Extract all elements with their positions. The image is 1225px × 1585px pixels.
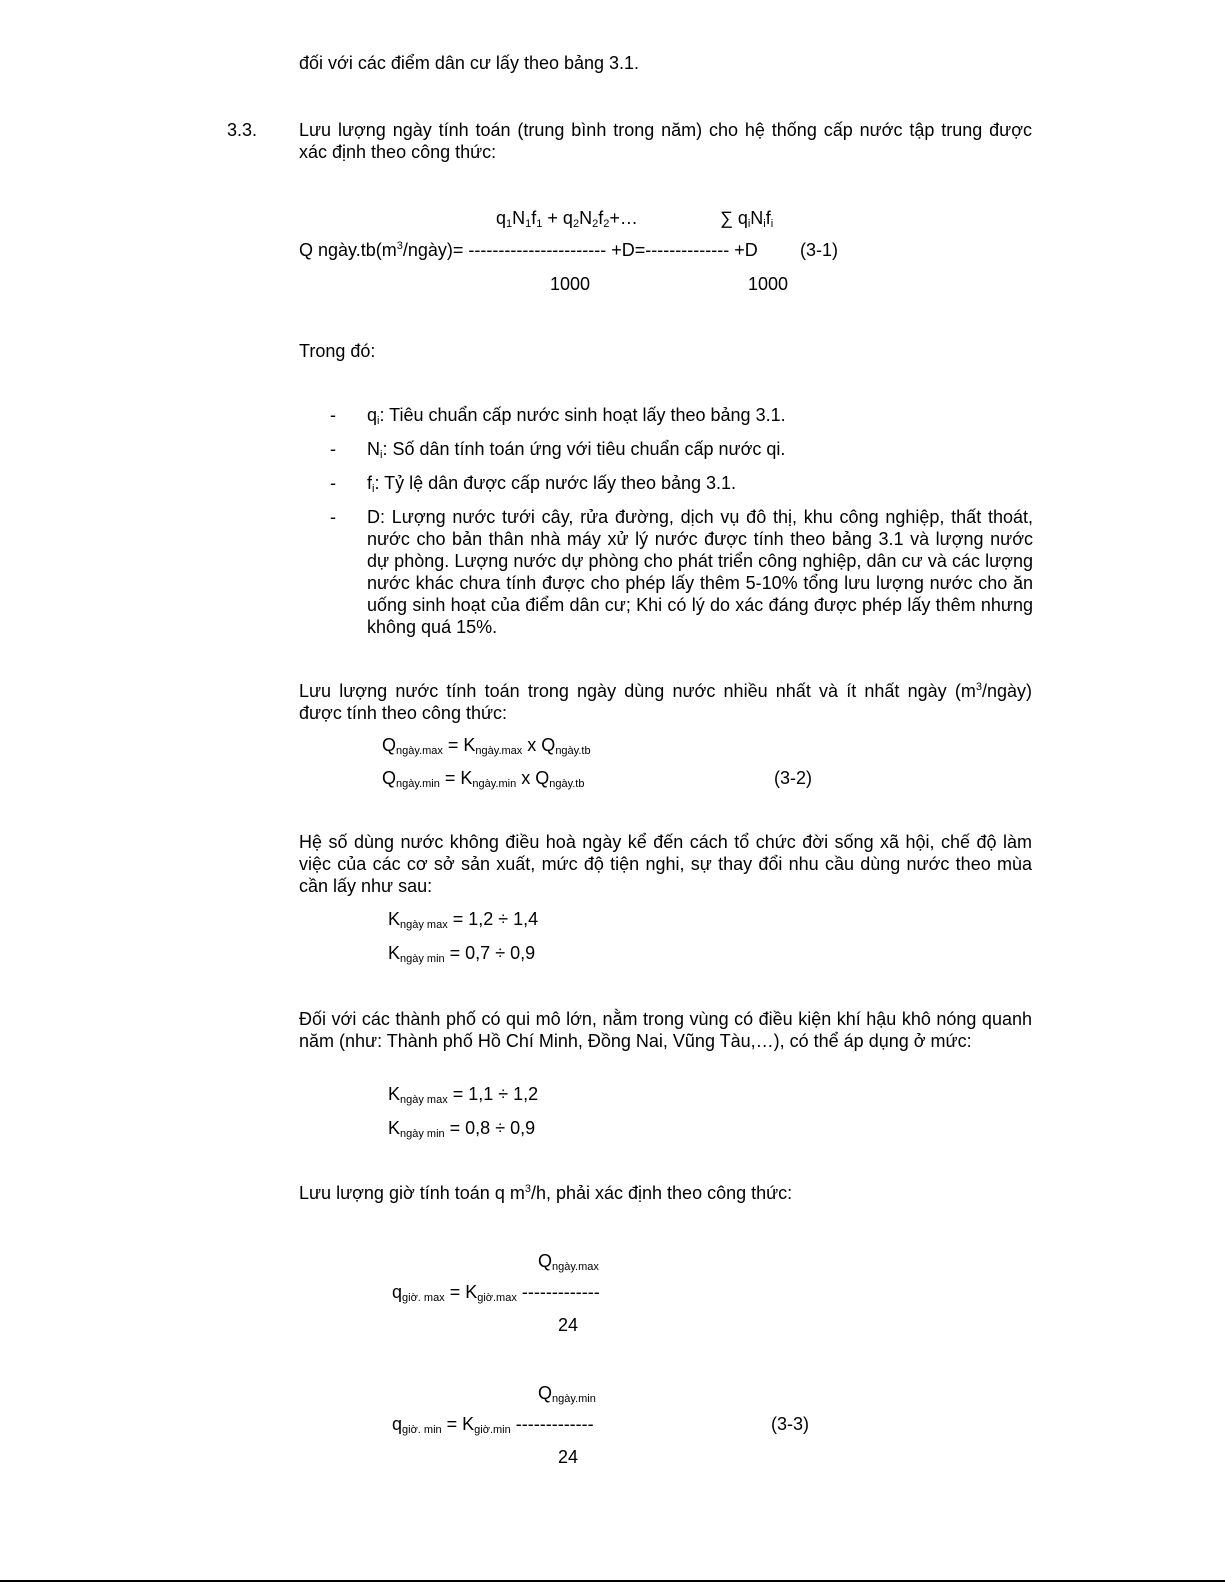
formula-3-3-min-denominator: 24: [558, 1447, 579, 1467]
formula-3-1-main-line: Q $ngày.tb(m^3/ngày)=$ ----------------------- +D=-------------- +D: [299, 240, 758, 260]
page-bottom-border: [0, 1580, 1225, 1582]
coefficient-k-min: $K_{ngày min} = 0,7 \div 0,9$: [388, 943, 536, 965]
intro-line: đối với các điểm dân cư lấy theo bảng 3.1.: [299, 53, 640, 73]
coefficient-k-max-city: $K_{ngày max} = 1,1 \div 1,2$: [388, 1084, 539, 1106]
section-text: Lưu lượng ngày tính toán (trung bình trong năm) cho hệ thống cấp nước tập trung được xác định theo công thức:: [299, 120, 1032, 162]
formula-3-2-label: (3-2): [774, 768, 813, 788]
formula-3-1-denominator-1: 1000: [550, 274, 591, 294]
formula-3-1-numerator-2: ∑ $q_iN_if_i$: [720, 208, 774, 230]
formula-3-3-min-numerator: $Q_{ngày.min}$: [538, 1383, 596, 1405]
paragraph-coefficient: Hệ số dùng nước không điều hoà ngày kể đến cách tổ chức đời sống xã hội, chế độ làm việc của các cơ sở sản xuất, mức độ tiện nghi, sự thay đổi nhu cầu dùng nước theo mùa cần lấy như sau:: [299, 832, 1032, 896]
formula-3-3-min-line: $q_{giờ. min} = K_{giờ.min}$ -------------: [392, 1414, 594, 1436]
coefficient-k-min-city: $K_{ngày min} = 0,8 \div 0,9$: [388, 1118, 536, 1140]
paragraph-hourly-flow: Lưu lượng giờ tính toán q $m^3/h$, phải xác định theo công thức:: [299, 1183, 793, 1203]
formula-3-1-label: (3-1): [800, 240, 839, 260]
formula-3-1-denominator-2: 1000: [748, 274, 789, 294]
trong-do-label: Trong đó:: [299, 341, 376, 361]
coefficient-k-max: $K_{ngày max} = 1,2 \div 1,4$: [388, 909, 539, 931]
formula-3-3-max-numerator: $Q_{ngày.max}$: [538, 1251, 599, 1273]
formula-3-2-line-1: $Q_{ngày.max} = K_{ngày.max}$ x $Q_{ngày.tb}$: [382, 735, 591, 757]
paragraph-large-cities: Đối với các thành phố có qui mô lớn, nằm trong vùng có điều kiện khí hậu khô nóng quanh năm (như: Thành phố Hồ Chí Minh, Đồng Nai, Vũng Tàu,…), có thể áp dụng ở mức:: [299, 1009, 1032, 1051]
definition-item: - $N_i$: Số dân tính toán ứng với tiêu chuẩn cấp nước qi.: [330, 439, 786, 461]
formula-3-1-numerator-1: $q_1N_1f_1$ + $q_2N_2f_2+\dots$: [496, 208, 638, 230]
section-number: 3.3.: [227, 120, 258, 140]
definitions-list: [330, 404, 1033, 638]
paragraph-max-min: Lưu lượng nước tính toán trong ngày dùng nước nhiều nhất và ít nhất ngày $(m^3/ngày)$ được tính theo công thức:: [299, 681, 1032, 723]
formula-3-2-line-2: $Q_{ngày.min} = K_{ngày.min}$ x $Q_{ngày.tb}$: [382, 768, 585, 790]
formula-3-3-max-denominator: 24: [558, 1315, 579, 1335]
definition-item: - $f_i$: Tỷ lệ dân được cấp nước lấy theo bảng 3.1.: [330, 473, 737, 495]
definition-item: - $q_i$: Tiêu chuẩn cấp nước sinh hoạt lấy theo bảng 3.1.: [330, 405, 786, 427]
definition-item: - D: Lượng nước tưới cây, rửa đường, dịch vụ đô thị, khu công nghiệp, thất thoát, nước cho bản thân nhà máy xử lý nước được tính theo bảng 3.1 và lượng nước dự phòng. Lượng nước dự phòng cho phát triển công nghiệp, dân cư và các lượng nước khác chưa tính được cho phép lấy thêm 5-10% tổng lưu lượng nước cho ăn uống sinh hoạt của điểm dân cư; Khi có lý do xác đáng được phép lấy thêm nhưng không quá 15%.: [330, 507, 1033, 637]
formula-3-3-label: (3-3): [771, 1414, 810, 1434]
formula-3-3-max-line: $q_{giờ. max} = K_{giờ.max}$ -------------: [392, 1282, 600, 1304]
